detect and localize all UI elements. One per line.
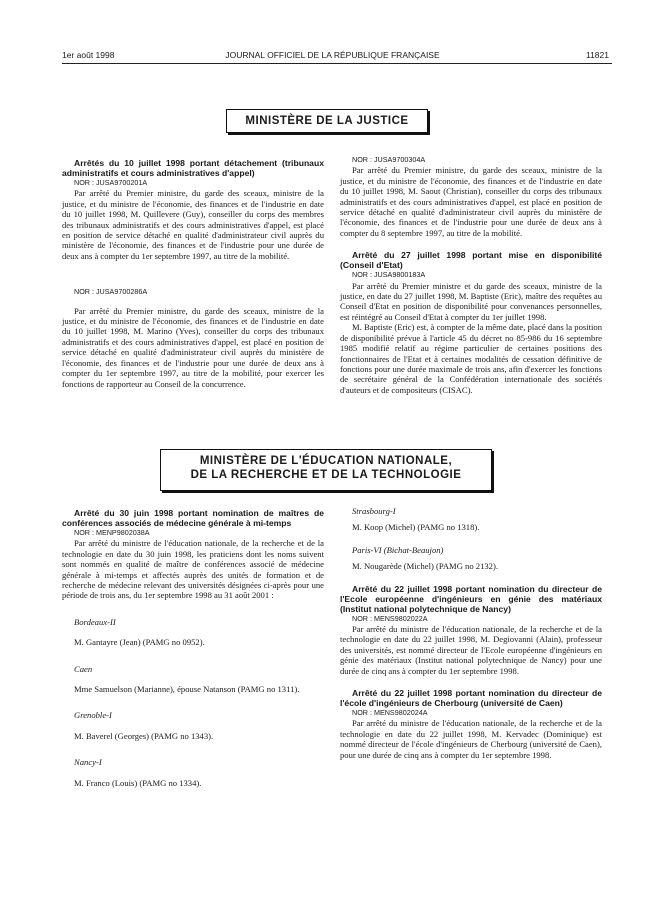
article-title: Arrêté du 22 juillet 1998 portant nomination du directeur de l'école d'ingénieurs de Cherbourg (université de Caen) bbox=[340, 688, 602, 709]
justice-right-column bbox=[340, 155, 602, 395]
nor-reference: NOR : MENS9802024A bbox=[352, 708, 428, 718]
nor-reference: NOR : MENS9802022A bbox=[352, 613, 428, 623]
university-name: Nancy-I bbox=[74, 757, 102, 768]
university-name: Paris-VI (Bichat-Beaujon) bbox=[352, 544, 444, 555]
article-text: Par arrêté du Premier ministre, du garde des sceaux, ministre de la justice, et du ministre de l'économie, des finances et de l'industrie en date du 10 juillet 1998, M. Quillevere (Guy), conseiller du corps des membres des tribunaux administratifs et des cours administratives d'appel, est placé en position de service détaché en qualité d'administrateur civil auprès du ministère de l'économie, des finances et de l'industrie pour une durée de deux ans à compter du 1er septembre 1997, au titre de la mobilité. bbox=[62, 188, 324, 261]
nor-reference: NOR : JUSA9700286A bbox=[74, 287, 148, 297]
justice-left-column bbox=[62, 158, 324, 389]
appointee-entry: Mme Samuelson (Marianne), épouse Natanson (PAMG no 1311). bbox=[74, 684, 300, 695]
header-date: 1er août 1998 bbox=[62, 50, 115, 60]
article-text: Par arrêté du ministre de l'éducation nationale, de la recherche et de la technologie en date du 30 juin 1998, les praticiens dont les noms suivent sont nommés en qualité de maître de conférences associé de médecine générale à mi-temps et affectés auprès des unités de formation et de recherche de médecine relevant des universités désignées ci-après pour une période de trois ans, du 1er septembre 1998 au 31 août 2001 : bbox=[62, 538, 324, 601]
appointee-entry: M. Nougarède (Michel) (PAMG no 2132). bbox=[352, 561, 498, 572]
header-page-number: 11821 bbox=[585, 50, 609, 60]
appointee-entry: M. Gantayre (Jean) (PAMG no 0952). bbox=[74, 637, 205, 648]
nor-reference: NOR : MENP9802038A bbox=[74, 528, 150, 537]
article-text: M. Baptiste (Eric) est, à compter de la même date, placé dans la position de disponibilité prévue à l'article 45 du décret no 85-986 du 16 septembre 1985 modifié relatif au régime particulier de certaines positions des fonctionnaires de l'Etat et à certaines modalités de cessation définitive de fonctions pour une durée maximale de trois ans, afin d'exercer les fonctions de secrétaire général de la Confédération internationale des sociétés d'auteurs et de compositeurs (CISAC). bbox=[340, 322, 602, 395]
ministry-title-line: MINISTÈRE DE L'ÉDUCATION NATIONALE, bbox=[199, 455, 453, 467]
header-journal-title: JOURNAL OFFICIEL DE LA RÉPUBLIQUE FRANÇAISE bbox=[225, 50, 440, 60]
nor-reference: NOR : JUSA9700304A bbox=[352, 155, 426, 164]
header-rule bbox=[62, 63, 612, 64]
nor-reference: NOR : JUSA9700201A bbox=[74, 178, 148, 187]
article-title: Arrêté du 30 juin 1998 portant nomination de maîtres de conférences associés de médecine générale à mi-temps bbox=[62, 508, 324, 528]
article-text: Par arrêté du ministre de l'éducation nationale, de la recherche et de la technologie en date du 22 juillet 1998, M. Degiovanni (Alain), professeur des universités, est nommé directeur de l'Ecole européenne d'ingénieurs en génie des matériaux (Institut national polytechnique de Nancy) pour une durée de cinq ans à compter du 1er septembre 1998. bbox=[340, 624, 602, 676]
education-left-column bbox=[62, 508, 324, 788]
nor-reference: NOR : JUSA9800183A bbox=[352, 270, 426, 280]
ministry-justice-title: MINISTÈRE DE LA JUSTICE bbox=[226, 109, 428, 133]
article-text: Par arrêté du ministre de l'éducation nationale, de la recherche et de la technologie en date du 22 juillet 1998, M. Kervadec (Dominique) est nommé directeur de l'école d'ingénieurs de Cherbourg (université de Caen), pour une durée de cinq ans à compter du 1er septembre 1998. bbox=[340, 718, 602, 760]
university-name: Strasbourg-I bbox=[352, 506, 396, 516]
ministry-education-title bbox=[160, 449, 492, 491]
article-title: Arrêtés du 10 juillet 1998 portant détachement (tribunaux administratifs et cours administratives d'appel) bbox=[62, 158, 324, 178]
article-text: Par arrêté du Premier ministre et du garde des sceaux, ministre de la justice, en date du 27 juillet 1998, M. Baptiste (Eric), maître des requêtes au Conseil d'Etat en position de disponibilité pour convenances personnelles, est réintégré au Conseil d'Etat à compter du 1er juillet 1998. bbox=[340, 280, 602, 322]
education-right-column bbox=[340, 506, 602, 760]
appointee-entry: M. Koop (Michel) (PAMG no 1318). bbox=[352, 522, 480, 533]
article-title: Arrêté du 22 juillet 1998 portant nomination du directeur de l'Ecole européenne d'ingénieurs en génie des matériaux (Institut national polytechnique de Nancy) bbox=[340, 583, 602, 614]
article-text: Par arrêté du Premier ministre, du garde des sceaux, ministre de la justice, et du ministre de l'économie, des finances et de l'industrie en date du 10 juillet 1998, M. Saout (Christian), conseiller du corps des tribunaux administratifs et des cours administratives d'appel, est placé en position de service détaché en qualité d'administrateur civil auprès du ministère de l'économie, des finances et de l'industrie pour une durée de deux ans à compter du 8 septembre 1997, au titre de la mobilité. bbox=[340, 165, 602, 238]
university-name: Grenoble-I bbox=[74, 710, 112, 721]
appointee-entry: M. Baverel (Georges) (PAMG no 1343). bbox=[74, 730, 214, 741]
university-name: Caen bbox=[74, 663, 93, 674]
article-title: Arrêté du 27 juillet 1998 portant mise en disponibilité (Conseil d'Etat) bbox=[340, 250, 602, 271]
article-text: Par arrêté du Premier ministre, du garde des sceaux, ministre de la justice, et du ministre de l'économie, des finances et de l'industrie en date du 10 juillet 1998, M. Marino (Yves), conseiller du corps des tribunaux administratifs et des cours administratives d'appel, est placé en position de service détaché en qualité d'administrateur civil auprès du ministère de l'économie, des finances et de l'industrie pour une durée de deux ans à compter du 1er septembre 1997, au titre de la mobilité, pour exercer les fonctions de rapporteur au Conseil de la concurrence. bbox=[62, 305, 324, 389]
ministry-title-line: DE LA RECHERCHE ET DE LA TECHNOLOGIE bbox=[190, 469, 462, 481]
university-name: Bordeaux-II bbox=[74, 616, 116, 627]
appointee-entry: M. Franco (Louis) (PAMG no 1334). bbox=[74, 777, 202, 788]
